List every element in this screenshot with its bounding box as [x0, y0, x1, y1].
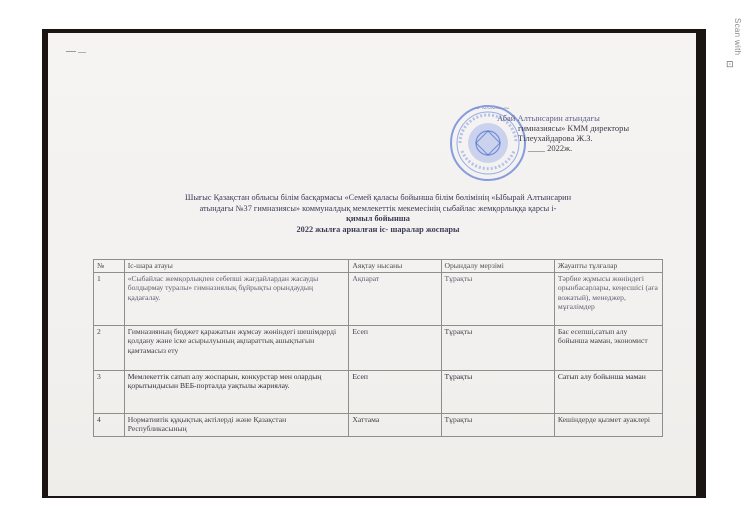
row-responsible: Сатып алу бойынша маман	[554, 370, 662, 413]
approval-line: Абай Алтынсарин атындағы	[497, 113, 600, 123]
header-form: Аяқтау нысаны	[349, 260, 441, 273]
title-subtitle: 2022 жылға арналған іс- шаралар жоспары	[296, 224, 460, 234]
scanner-watermark: Scan with	[733, 18, 742, 56]
header-event: Іс-шара атауы	[124, 260, 349, 273]
table-row	[94, 370, 663, 413]
header-number: №	[94, 260, 125, 273]
row-number: 4	[94, 413, 125, 436]
row-form: Есеп	[349, 370, 441, 413]
table-header-row	[94, 260, 663, 273]
row-responsible: Кешіндерде қызмет ауаклері	[554, 413, 662, 436]
row-responsible: Бас есепші,сатып алу бойынша маман, экономист	[554, 325, 662, 370]
action-plan-table	[93, 259, 663, 437]
table-row	[94, 413, 663, 436]
paper-mark	[66, 51, 76, 52]
row-term: Тұрақты	[441, 370, 554, 413]
table-row	[94, 272, 663, 325]
row-number: 2	[94, 325, 125, 370]
approval-seal-text: ~ ~~~~~~	[475, 103, 510, 113]
table-row	[94, 325, 663, 370]
row-number: 1	[94, 272, 125, 325]
row-event: Нормативтік құқықтық актілерді және Қазақстан Республикасының	[124, 413, 349, 436]
row-term: Тұрақты	[441, 325, 554, 370]
paper-mark	[78, 52, 86, 53]
row-event: «Сыбайлас жемқорлықпен себепші жағдайлардан жасауды болдырмау туралы» гимназиялық бұйрықты орындаудың қадағалау.	[124, 272, 349, 325]
row-event: Гимназияның бюджет қаражатын жұмсау жөніндегі шешімдерді қолдану және іске асырылуының ақпараттық ашықтығын қамтамасыз ету	[124, 325, 349, 370]
document-paper	[48, 33, 696, 496]
header-term: Орындалу мерзімі	[441, 260, 554, 273]
row-term: Тұрақты	[441, 413, 554, 436]
header-responsible: Жауапты тұлғалар	[554, 260, 662, 273]
row-number: 3	[94, 370, 125, 413]
document-title	[88, 193, 668, 235]
row-term: Тұрақты	[441, 272, 554, 325]
row-form: Есеп	[349, 325, 441, 370]
row-event: Мемлекеттік сатып алу жоспарын, конкурстар мен олардың қорытындысын ВЕБ-порталда уақтылы жариялау.	[124, 370, 349, 413]
row-form: Хаттама	[349, 413, 441, 436]
approval-signatory: Тілеухайдарова Ж.З.	[518, 133, 593, 143]
approval-date: ____ 2022ж.	[528, 143, 573, 153]
approval-block	[473, 103, 683, 153]
approval-line: гимназиясы» КММ директоры	[518, 123, 630, 133]
row-responsible: Тәрбие жұмысы жөніндегі орынбасарлары, кеңесшісі (аға вожатый), менеджер, мұғалімдер	[554, 272, 662, 325]
row-form: Ақпарат	[349, 272, 441, 325]
title-line: атындағы №37 гимназиясы» коммуналдық мемлекеттік мекемесінің сыбайлас жемқорлыққа қарсы і-	[199, 203, 557, 213]
title-line: қимыл бойынша	[346, 214, 410, 223]
title-line: Шығыс Қазақстан облысы білім басқармасы «Семей қаласы бойынша білім бөлімінің «Ыбырай Алтынсарин	[184, 193, 572, 202]
scanner-app-logo-icon: ⊡	[726, 60, 734, 70]
